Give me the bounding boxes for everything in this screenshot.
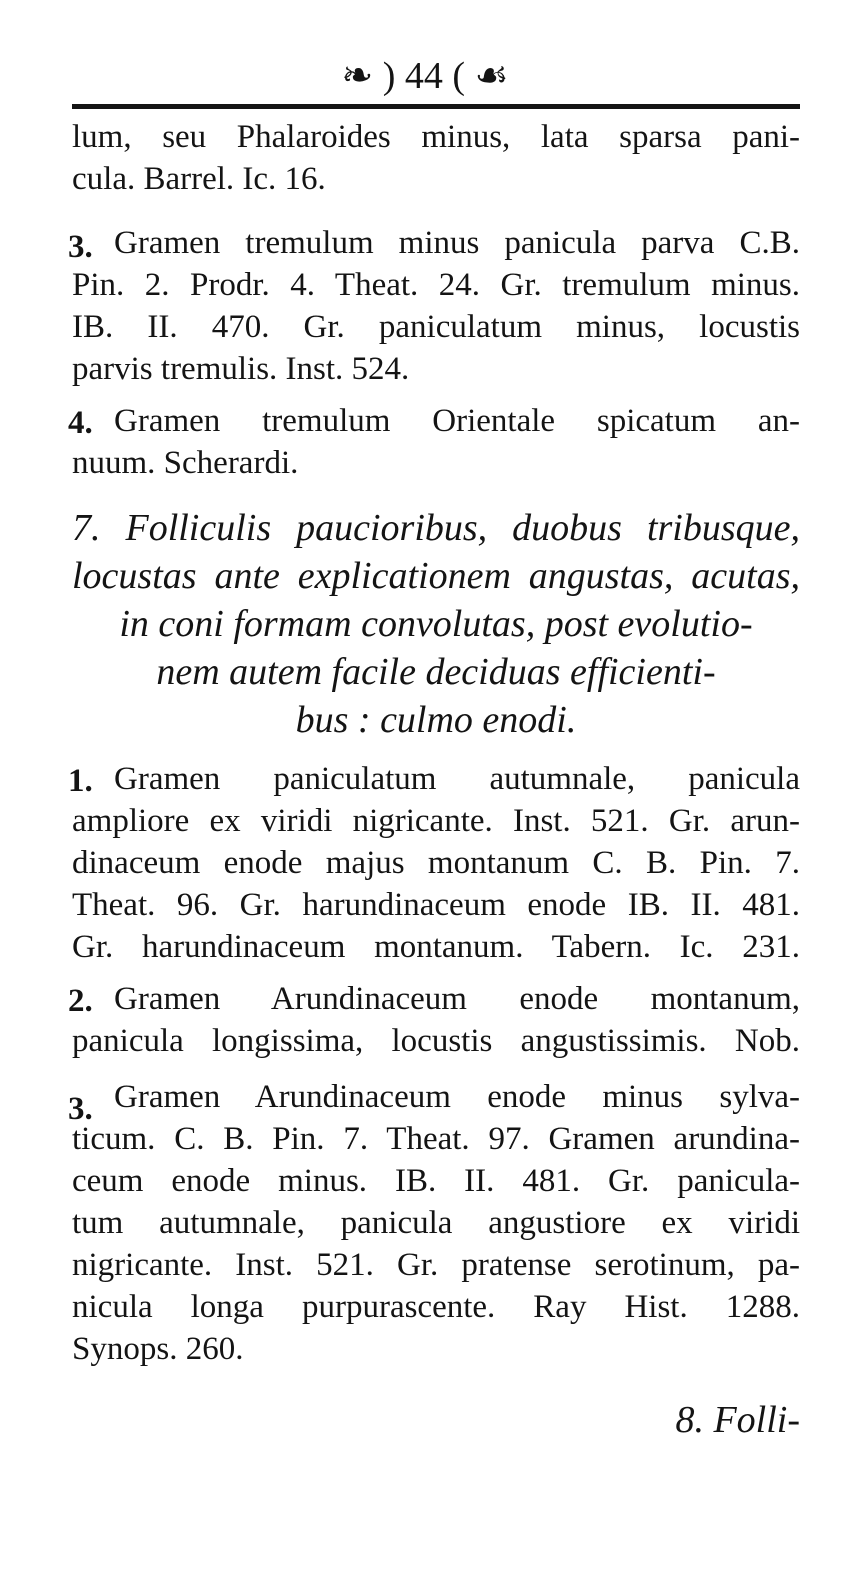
ornament-left-icon: ❧ [341, 55, 374, 97]
running-header [0, 50, 850, 102]
text-line: Gramen Arundinaceum enode montanum, [114, 981, 800, 1017]
page-number: 44 [404, 55, 443, 97]
text-line: Gramen tremulum minus panicula parva C.B. [114, 225, 800, 261]
text-line: ceum enode minus. IB. II. 481. Gr. panicula- [72, 1163, 800, 1199]
entry-number: 4. [68, 405, 93, 441]
text-line: cula. Barrel. Ic. 16. [72, 161, 326, 197]
catchword: 8. Folli- [675, 1399, 800, 1441]
text-line: Gramen tremulum Orientale spicatum an- [114, 403, 800, 439]
entry-b-1 [68, 758, 800, 968]
entry-b-3 [68, 1076, 800, 1370]
text-line: Gr. harundinaceum montanum. Tabern. Ic. 231. [72, 929, 800, 965]
text-line: ampliore ex viridi nigricante. Inst. 521. Gr. arun- [72, 803, 800, 839]
header-rule [72, 104, 800, 109]
text-line: nigricante. Inst. 521. Gr. pratense serotinum, pa- [72, 1247, 800, 1283]
text-line: Pin. 2. Prodr. 4. Theat. 24. Gr. tremulum minus. [72, 267, 800, 303]
entry-number: 3. [68, 229, 93, 265]
ornament-right-icon: ☙ [474, 55, 509, 97]
text-line: panicula longissima, locustis angustissimis. Nob. [72, 1023, 800, 1059]
entry-number: 3. [68, 1091, 93, 1127]
text-line: Gramen Arundinaceum enode minus sylva- [114, 1079, 800, 1115]
entry-number: 2. [68, 983, 93, 1019]
entry-a-4 [68, 400, 800, 484]
text-line: IB. II. 470. Gr. paniculatum minus, locustis [72, 309, 800, 345]
intro-paragraph [72, 116, 800, 200]
text-line: lum, seu Phalaroides minus, lata sparsa pani- [72, 119, 800, 155]
text-line: parvis tremulis. Inst. 524. [72, 351, 410, 387]
text-line: Gramen paniculatum autumnale, panicula [114, 761, 800, 797]
header-paren-left: ) [382, 55, 396, 97]
section-line: bus : culmo enodi. [295, 699, 577, 741]
section-line: locustas ante explicationem angustas, acutas, [72, 555, 800, 597]
text-line: dinaceum enode majus montanum C. B. Pin. 7. [72, 845, 800, 881]
section-heading [72, 504, 800, 744]
section-line: nem autem facile deciduas efficienti- [156, 651, 716, 693]
text-line: nuum. Scherardi. [72, 445, 299, 481]
section-line: 7. Folliculis paucioribus, duobus tribusque, [72, 507, 800, 549]
text-line: Theat. 96. Gr. harundinaceum enode IB. II. 481. [72, 887, 800, 923]
header-paren-right: ( [452, 55, 466, 97]
entry-a-3 [68, 222, 800, 390]
text-line: Synops. 260. [72, 1331, 244, 1367]
text-line: ticum. C. B. Pin. 7. Theat. 97. Gramen arundina- [72, 1121, 800, 1157]
text-line: tum autumnale, panicula angustiore ex viridi [72, 1205, 800, 1241]
text-line: nicula longa purpurascente. Ray Hist. 1288. [72, 1289, 800, 1325]
entry-b-2 [68, 978, 800, 1062]
entry-number: 1. [68, 763, 93, 799]
section-line: in coni formam convolutas, post evolutio- [119, 603, 753, 645]
